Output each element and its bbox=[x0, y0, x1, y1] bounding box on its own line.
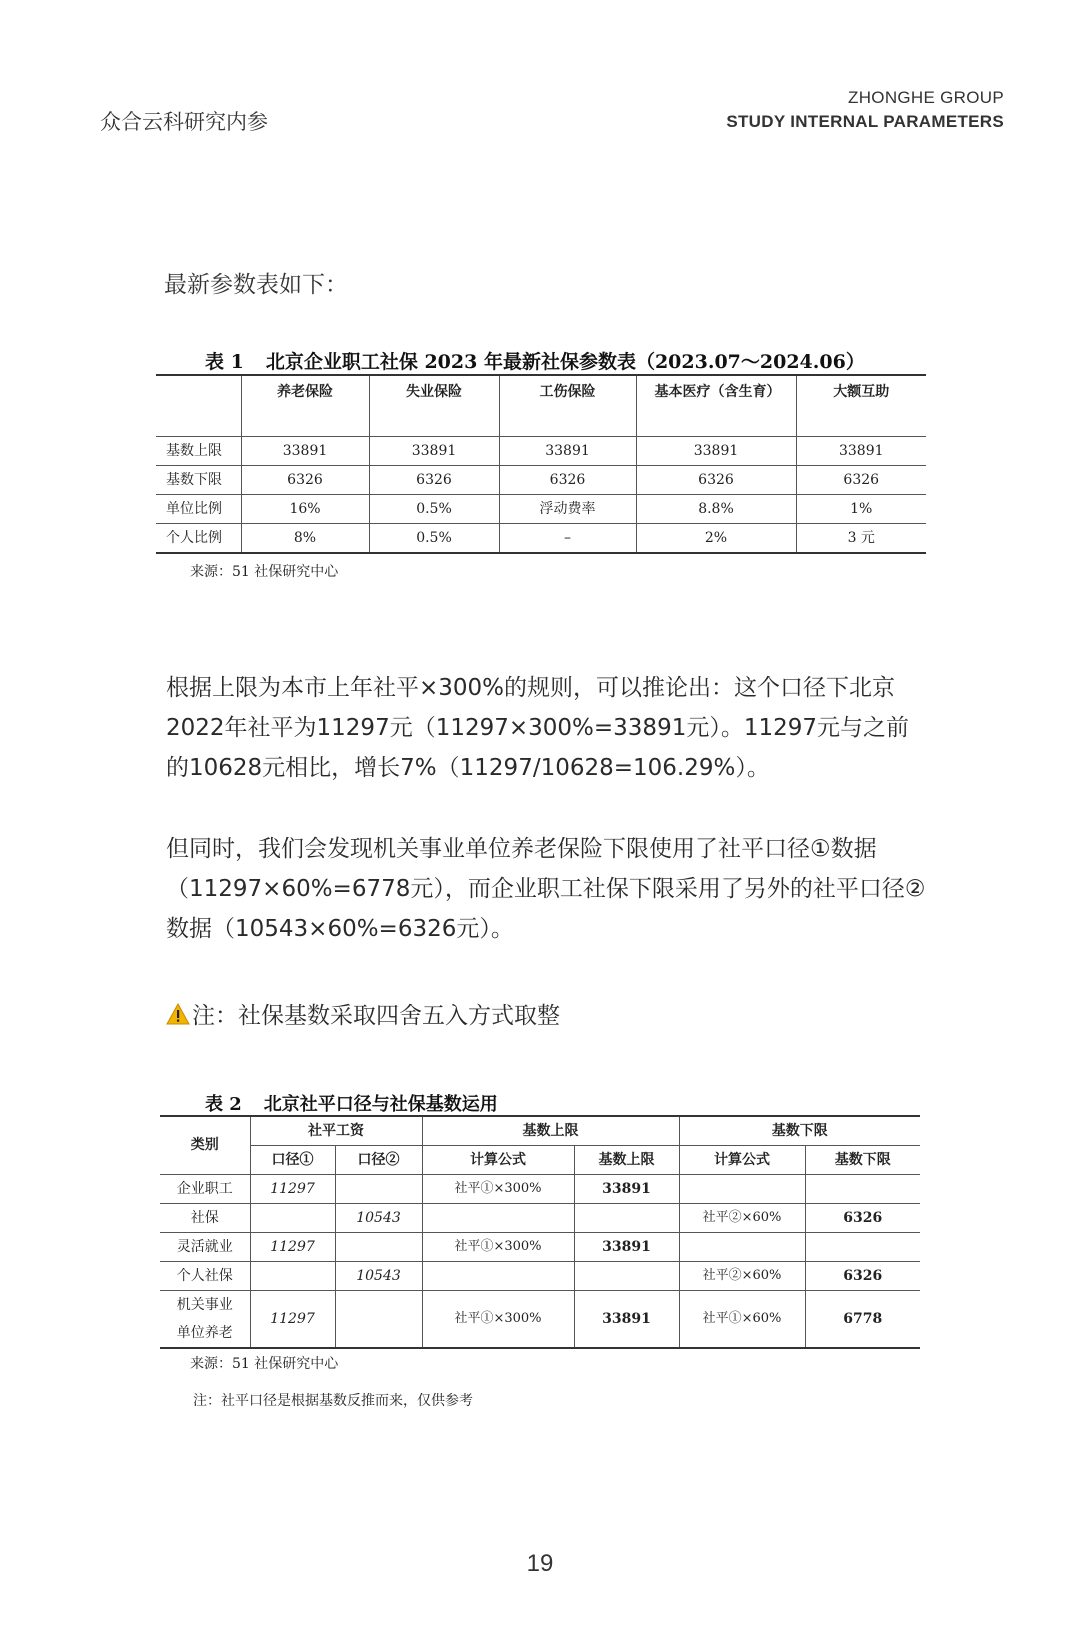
table1-source: 来源：51 社保研究中心 bbox=[190, 564, 339, 580]
table1-cell: 6326 bbox=[796, 466, 926, 495]
table1-cell: 33891 bbox=[499, 437, 636, 466]
table1-row-label: 个人比例 bbox=[156, 524, 241, 554]
table2-cell: 11297 bbox=[250, 1291, 335, 1349]
table1-cell: 33891 bbox=[241, 437, 369, 466]
table2-cell: 社平②×60% bbox=[679, 1204, 805, 1233]
table1-header-cell bbox=[156, 375, 241, 437]
table2-sub-k2: 口径② bbox=[335, 1146, 422, 1175]
table2-cell: 11297 bbox=[250, 1233, 335, 1262]
table1-cell: 8.8% bbox=[636, 495, 796, 524]
table2-cell: 6778 bbox=[805, 1291, 920, 1349]
table-row bbox=[160, 1233, 920, 1262]
table1-number: 表 1 bbox=[205, 351, 244, 373]
table2-category-line: 机关事业 bbox=[176, 1297, 233, 1313]
table2-cell: 10543 bbox=[335, 1204, 422, 1233]
table1-row-label: 单位比例 bbox=[156, 495, 241, 524]
table-row bbox=[156, 524, 926, 554]
table2-source: 来源：51 社保研究中心 bbox=[190, 1356, 339, 1372]
table2-category-line: 单位养老 bbox=[176, 1325, 233, 1341]
table1-header-cell: 基本医疗（含生育） bbox=[636, 375, 796, 437]
table2-cell: 11297 bbox=[250, 1175, 335, 1204]
table2-cell bbox=[250, 1262, 335, 1291]
table2-header-lower: 基数下限 bbox=[679, 1116, 920, 1146]
table1-cell: 8% bbox=[241, 524, 369, 554]
table1-cell: 2% bbox=[636, 524, 796, 554]
table1-cell: 33891 bbox=[636, 437, 796, 466]
table2-cell: 社平①×300% bbox=[422, 1175, 574, 1204]
table2-caption bbox=[205, 1090, 498, 1116]
table1 bbox=[156, 374, 926, 554]
table2-cell bbox=[335, 1233, 422, 1262]
header-title-cn: 众合云科研究内参 bbox=[100, 110, 268, 134]
table1-cell: 6326 bbox=[636, 466, 796, 495]
table-row bbox=[156, 466, 926, 495]
table2-sub-k1: 口径① bbox=[250, 1146, 335, 1175]
table-row bbox=[160, 1262, 920, 1291]
table2-cell bbox=[335, 1175, 422, 1204]
table1-header-cell: 大额互助 bbox=[796, 375, 926, 437]
table1-title: 北京企业职工社保 2023 年最新社保参数表（2023.07～2024.06） bbox=[265, 351, 865, 373]
table2-cell bbox=[574, 1262, 679, 1291]
table2-header-category: 类别 bbox=[160, 1116, 250, 1175]
table1-caption bbox=[205, 347, 865, 374]
table1-cell: 浮动费率 bbox=[499, 495, 636, 524]
table2-cell: 6326 bbox=[805, 1262, 920, 1291]
table1-cell: 6326 bbox=[369, 466, 499, 495]
table1-cell: 0.5% bbox=[369, 524, 499, 554]
table2-cell bbox=[679, 1233, 805, 1262]
table2-cell bbox=[574, 1204, 679, 1233]
table2-cell bbox=[250, 1204, 335, 1233]
paragraph-1: 根据上限为本市上年社平×300%的规则，可以推论出：这个口径下北京2022年社平为11297元（11297×300%=33891元）。11297元与之前的10628元相比，增长7%（11297/10628=106.29%）。 bbox=[166, 675, 909, 781]
table2-cell bbox=[422, 1262, 574, 1291]
header-brand-line1: ZHONGHE GROUP bbox=[848, 88, 1004, 107]
table2-sub-formula: 计算公式 bbox=[679, 1146, 805, 1175]
table2-sub-upper: 基数上限 bbox=[574, 1146, 679, 1175]
table1-cell: 33891 bbox=[369, 437, 499, 466]
table1-cell: 1% bbox=[796, 495, 926, 524]
table2-cell bbox=[422, 1204, 574, 1233]
paragraph-2: 但同时，我们会发现机关事业单位养老保险下限使用了社平口径①数据（11297×60%=6778元），而企业职工社保下限采用了另外的社平口径②数据（10543×60%=6326元）。 bbox=[166, 836, 926, 942]
table-row bbox=[160, 1291, 920, 1349]
table1-cell: 6326 bbox=[499, 466, 636, 495]
table1-cell: 6326 bbox=[241, 466, 369, 495]
table-row bbox=[156, 495, 926, 524]
table2-cell: 社平②×60% bbox=[679, 1262, 805, 1291]
warning-note-text: 注：社保基数采取四舍五入方式取整 bbox=[192, 1003, 560, 1029]
table2-cell: 6326 bbox=[805, 1204, 920, 1233]
table2-cell bbox=[805, 1175, 920, 1204]
table2-cell: 社平①×300% bbox=[422, 1291, 574, 1349]
table2-cell: 社平①×60% bbox=[679, 1291, 805, 1349]
table2-category: 企业职工 bbox=[160, 1175, 250, 1204]
table-row bbox=[160, 1175, 920, 1204]
table2-category: 社保 bbox=[160, 1204, 250, 1233]
table1-header-row bbox=[156, 375, 926, 437]
table1-header-cell: 失业保险 bbox=[369, 375, 499, 437]
table2-category: 个人社保 bbox=[160, 1262, 250, 1291]
table2-cell: 10543 bbox=[335, 1262, 422, 1291]
table2-cell bbox=[335, 1291, 422, 1349]
table2-cell: 33891 bbox=[574, 1291, 679, 1349]
table2-title: 北京社平口径与社保基数运用 bbox=[263, 1094, 498, 1115]
intro-text: 最新参数表如下： bbox=[164, 272, 348, 298]
table-row bbox=[156, 437, 926, 466]
table2-header-upper: 基数上限 bbox=[422, 1116, 679, 1146]
table2-category bbox=[160, 1291, 250, 1349]
header-brand-line2: STUDY INTERNAL PARAMETERS bbox=[726, 112, 1004, 131]
table2 bbox=[160, 1115, 920, 1349]
table1-cell: 16% bbox=[241, 495, 369, 524]
table1-row-label: 基数下限 bbox=[156, 466, 241, 495]
table2-cell: 33891 bbox=[574, 1175, 679, 1204]
table2-header-row bbox=[160, 1116, 920, 1146]
table1-cell: 3 元 bbox=[796, 524, 926, 554]
table2-category: 灵活就业 bbox=[160, 1233, 250, 1262]
table1-cell: – bbox=[499, 524, 636, 554]
table2-sub-lower: 基数下限 bbox=[805, 1146, 920, 1175]
page-number: 19 bbox=[526, 1550, 554, 1577]
table2-subheader-row bbox=[160, 1146, 920, 1175]
table2-sub-formula: 计算公式 bbox=[422, 1146, 574, 1175]
table2-number: 表 2 bbox=[205, 1094, 242, 1115]
table1-cell: 33891 bbox=[796, 437, 926, 466]
header-brand bbox=[726, 86, 1004, 134]
table2-cell bbox=[679, 1175, 805, 1204]
table1-header-cell: 养老保险 bbox=[241, 375, 369, 437]
warning-note bbox=[166, 997, 560, 1030]
table2-header-wage: 社平工资 bbox=[250, 1116, 422, 1146]
table2-cell: 社平①×300% bbox=[422, 1233, 574, 1262]
table2-cell bbox=[805, 1233, 920, 1262]
table1-header-cell: 工伤保险 bbox=[499, 375, 636, 437]
table2-note: 注：社平口径是根据基数反推而来，仅供参考 bbox=[193, 1393, 473, 1409]
table1-cell: 0.5% bbox=[369, 495, 499, 524]
table-row bbox=[160, 1204, 920, 1233]
table1-row-label: 基数上限 bbox=[156, 437, 241, 466]
table2-cell: 33891 bbox=[574, 1233, 679, 1262]
warning-icon bbox=[166, 1003, 190, 1025]
